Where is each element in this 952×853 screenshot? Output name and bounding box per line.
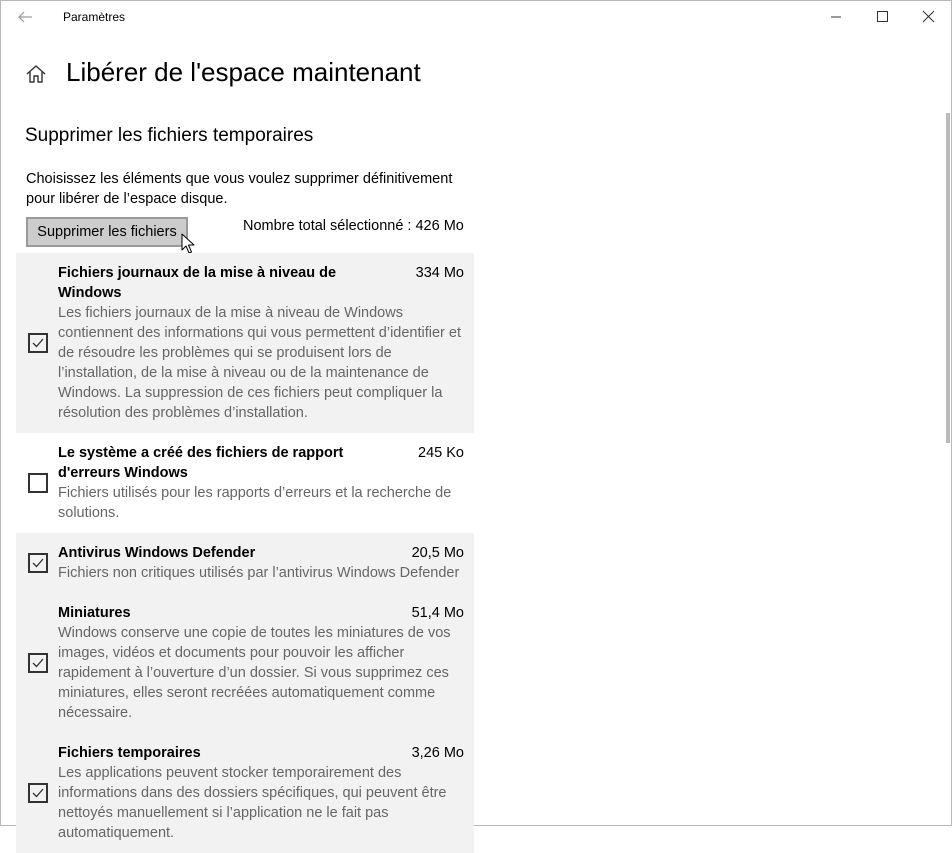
item-size: 334 Mo <box>415 265 464 281</box>
item-name: Le système a créé des fichiers de rapport d'erreurs Windows <box>58 445 344 481</box>
item-name: Fichiers temporaires <box>58 745 201 761</box>
item-description: Fichiers utilisés pour les rapports d’erreurs et la recherche de solutions. <box>58 485 452 521</box>
minimize-icon <box>813 1 859 33</box>
maximize-button[interactable] <box>859 1 905 33</box>
total-selected-size: Nombre total sélectionné : 426 Mo <box>243 218 464 234</box>
item-checkbox[interactable] <box>28 653 48 673</box>
item-description: Fichiers non critiques utilisés par l’antivirus Windows Defender <box>58 565 460 581</box>
item-name: Fichiers journaux de la mise à niveau de Windows <box>58 265 337 301</box>
page-title: Libérer de l'espace maintenant <box>66 57 421 87</box>
back-arrow-icon <box>11 5 39 29</box>
minimize-button[interactable] <box>813 1 859 33</box>
item-header <box>58 603 464 623</box>
temporary-files-list <box>16 253 474 853</box>
file-item-windows-upgrade-logs[interactable] <box>16 253 474 433</box>
item-checkbox[interactable] <box>28 333 48 353</box>
vertical-scrollbar[interactable] <box>946 113 950 443</box>
item-name: Antivirus Windows Defender <box>58 545 256 561</box>
title-bar <box>1 1 951 33</box>
item-size: 3,26 Mo <box>411 745 464 761</box>
back-button[interactable] <box>11 5 39 29</box>
file-item-temporary-files[interactable] <box>16 733 474 853</box>
item-size: 245 Ko <box>418 445 464 461</box>
close-button[interactable] <box>905 1 951 33</box>
mouse-cursor-icon <box>181 233 195 255</box>
section-description: Choisissez les éléments que vous voulez supprimer définitivement pour libérer de l’espace disque. <box>26 171 453 207</box>
file-item-thumbnails[interactable] <box>16 593 474 733</box>
item-checkbox[interactable] <box>28 783 48 803</box>
delete-files-button[interactable]: Supprimer les fichiers <box>26 217 188 247</box>
close-icon <box>905 1 951 33</box>
item-size: 20,5 Mo <box>411 545 464 561</box>
home-button[interactable] <box>25 63 47 85</box>
item-header <box>58 263 464 303</box>
item-header <box>58 443 464 483</box>
file-item-error-reports[interactable] <box>16 433 474 533</box>
checkmark-icon <box>31 556 45 570</box>
maximize-icon <box>859 1 905 33</box>
home-icon <box>25 63 47 85</box>
app-title: Paramètres <box>63 10 126 24</box>
mouse-cursor <box>181 233 195 255</box>
item-checkbox[interactable] <box>28 473 48 493</box>
section-title: Supprimer les fichiers temporaires <box>25 125 314 146</box>
file-item-defender-antivirus[interactable] <box>16 533 474 593</box>
item-name: Miniatures <box>58 605 131 621</box>
item-description: Les fichiers journaux de la mise à niveau de Windows contiennent des informations qui vous permettent d’identifier et de résoudre les problèmes qui se produisent lors de l’installation, de la mise à niveau ou de la maintenance de Windows. La suppression de ces fichiers peut compliquer la résolution des problèmes d’installation. <box>58 305 462 421</box>
item-description: Les applications peuvent stocker temporairement des informations dans des dossiers spécifiques, qui peuvent être nettoyés manuellement si l’application ne le fait pas automatiquement. <box>58 765 447 841</box>
checkmark-icon <box>31 336 45 350</box>
checkmark-icon <box>31 786 45 800</box>
checkmark-icon <box>31 656 45 670</box>
item-header <box>58 743 464 763</box>
item-description: Windows conserve une copie de toutes les miniatures de vos images, vidéos et documents pour pouvoir les afficher rapidement à l’ouverture d’un dossier. Si vous supprimez ces miniatures, elles seront recréées automatiquement comme nécessaire. <box>58 625 451 721</box>
item-checkbox[interactable] <box>28 553 48 573</box>
item-header <box>58 543 464 563</box>
item-size: 51,4 Mo <box>411 605 464 621</box>
